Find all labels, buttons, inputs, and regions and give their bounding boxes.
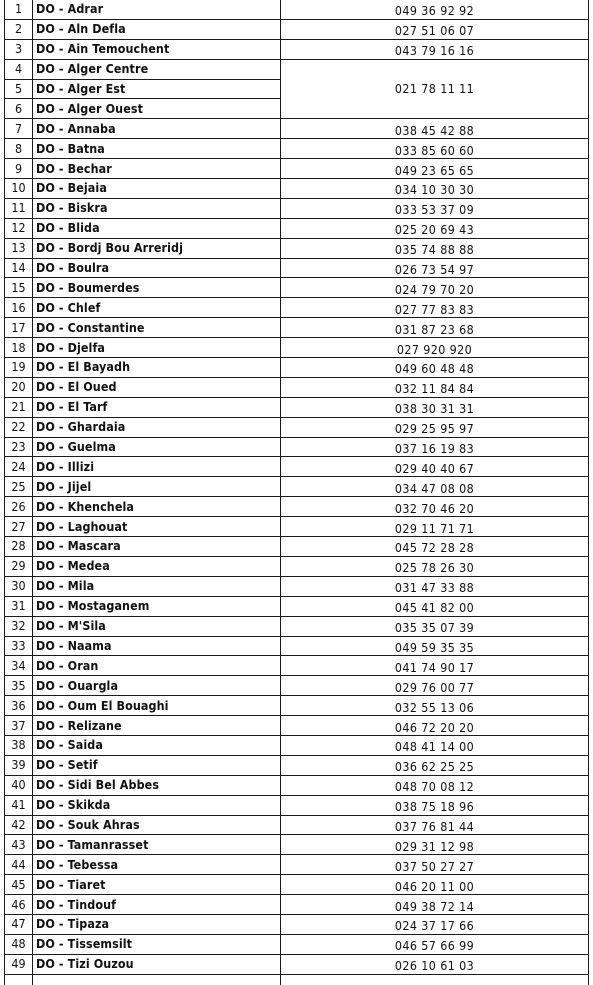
- phone-number-text: 029 76 00 77: [394, 679, 475, 695]
- phone-number: [281, 417, 589, 437]
- row-number: 35: [5, 676, 33, 696]
- table-row-cut-off: [5, 974, 589, 985]
- office-name: DO - Ain Temouchent: [33, 39, 281, 59]
- office-name: DO - Medea: [33, 556, 281, 576]
- phone-number-text: 049 59 35 35: [394, 639, 475, 655]
- row-number: 12: [5, 218, 33, 238]
- table-row: [5, 298, 589, 318]
- office-name: DO - Setif: [33, 755, 281, 775]
- phone-number-text: 048 70 08 12: [394, 779, 475, 795]
- row-number: 11: [5, 198, 33, 218]
- row-number: 10: [5, 179, 33, 199]
- row-number: 36: [5, 696, 33, 716]
- phone-number: [281, 576, 589, 596]
- office-name: DO - Illizi: [33, 457, 281, 477]
- office-name: DO - Alger Ouest: [33, 99, 281, 119]
- phone-number-text: 024 37 17 66: [394, 918, 475, 934]
- phone-number-text: 029 31 12 98: [394, 838, 475, 854]
- row-number: 15: [5, 278, 33, 298]
- phone-number-text: 038 45 42 88: [394, 122, 475, 138]
- office-name-cut-off: [33, 974, 281, 985]
- phone-number: [281, 19, 589, 39]
- office-name: DO - Aln Defla: [33, 19, 281, 39]
- office-name: DO - M'Sila: [33, 616, 281, 636]
- row-number: 40: [5, 775, 33, 795]
- phone-number-text: 026 73 54 97: [394, 262, 475, 278]
- table-row: [5, 835, 589, 855]
- phone-number: [281, 735, 589, 755]
- phone-number: [281, 616, 589, 636]
- phone-number: [281, 0, 589, 19]
- row-number: 29: [5, 556, 33, 576]
- office-name: DO - El Tarf: [33, 397, 281, 417]
- phone-number-text: 032 11 84 84: [394, 381, 475, 397]
- table-row: [5, 198, 589, 218]
- phone-number: [281, 318, 589, 338]
- phone-number-text: 035 74 88 88: [394, 242, 475, 258]
- office-name: DO - Djelfa: [33, 338, 281, 358]
- table-row: [5, 517, 589, 537]
- row-number: 37: [5, 716, 33, 736]
- office-name: DO - El Oued: [33, 377, 281, 397]
- phone-number-text: 032 70 46 20: [394, 500, 475, 516]
- row-number: 7: [5, 119, 33, 139]
- phone-number-text: 027 920 920: [396, 341, 473, 357]
- phone-number: [281, 855, 589, 875]
- table-row: [5, 576, 589, 596]
- row-number: 6: [5, 99, 33, 119]
- row-number: 26: [5, 497, 33, 517]
- table-row: [5, 417, 589, 437]
- phone-number-text: 034 47 08 08: [394, 480, 475, 496]
- phone-number-text: 049 60 48 48: [394, 361, 475, 377]
- row-number: 4: [5, 59, 33, 79]
- row-number: 23: [5, 437, 33, 457]
- table-row: [5, 676, 589, 696]
- phone-number: [281, 218, 589, 238]
- row-number: 19: [5, 358, 33, 378]
- phone-number-text: 024 79 70 20: [394, 281, 475, 297]
- row-number: 8: [5, 139, 33, 159]
- table-row: [5, 934, 589, 954]
- table-row: [5, 59, 589, 79]
- office-name: DO - Ghardaia: [33, 417, 281, 437]
- row-number: 18: [5, 338, 33, 358]
- table-row: [5, 954, 589, 974]
- office-name: DO - Bechar: [33, 159, 281, 179]
- office-name: DO - Tissemsilt: [33, 934, 281, 954]
- row-number: 17: [5, 318, 33, 338]
- phone-number-text: 027 77 83 83: [394, 301, 475, 317]
- phone-number: [281, 815, 589, 835]
- table-row: [5, 616, 589, 636]
- phone-number-text: 041 74 90 17: [394, 659, 475, 675]
- row-number: 9: [5, 159, 33, 179]
- office-name: DO - Skikda: [33, 795, 281, 815]
- phone-number-text: 035 35 07 39: [394, 620, 475, 636]
- office-name: DO - Annaba: [33, 119, 281, 139]
- row-number: 25: [5, 477, 33, 497]
- phone-number: [281, 954, 589, 974]
- table-row: [5, 338, 589, 358]
- row-number: 2: [5, 19, 33, 39]
- phone-number: [281, 517, 589, 537]
- office-name: DO - Tebessa: [33, 855, 281, 875]
- phone-number: [281, 636, 589, 656]
- phone-number: [281, 377, 589, 397]
- table-row: [5, 596, 589, 616]
- phone-number: [281, 895, 589, 915]
- phone-number: [281, 934, 589, 954]
- phone-number: [281, 775, 589, 795]
- office-name: DO - Constantine: [33, 318, 281, 338]
- office-name: DO - Blida: [33, 218, 281, 238]
- phone-number: [281, 258, 589, 278]
- phone-number-shared: [281, 59, 589, 119]
- phone-number-text: 031 87 23 68: [394, 321, 475, 337]
- row-number: 45: [5, 875, 33, 895]
- office-name: DO - Naama: [33, 636, 281, 656]
- office-name: DO - Bordj Bou Arreridj: [33, 238, 281, 258]
- phone-number: [281, 39, 589, 59]
- office-name: DO - Tizi Ouzou: [33, 954, 281, 974]
- row-number: 28: [5, 537, 33, 557]
- row-number: 21: [5, 397, 33, 417]
- office-name: DO - Alger Est: [33, 79, 281, 99]
- office-name: DO - Adrar: [33, 0, 281, 19]
- phone-number-text: 036 62 25 25: [394, 759, 475, 775]
- row-number: 24: [5, 457, 33, 477]
- office-name: DO - Ouargla: [33, 676, 281, 696]
- table-row: [5, 537, 589, 557]
- phone-number-text: 037 16 19 83: [394, 441, 475, 457]
- table-row: [5, 795, 589, 815]
- row-number: 16: [5, 298, 33, 318]
- phone-number: [281, 676, 589, 696]
- phone-number: [281, 497, 589, 517]
- phone-number-text: 037 50 27 27: [394, 858, 475, 874]
- phone-number: [281, 556, 589, 576]
- row-number: 33: [5, 636, 33, 656]
- phone-number: [281, 656, 589, 676]
- phone-number-text: 045 72 28 28: [394, 540, 475, 556]
- table-row: [5, 477, 589, 497]
- office-name: DO - Tiaret: [33, 875, 281, 895]
- office-name: DO - Saida: [33, 735, 281, 755]
- table-row: [5, 179, 589, 199]
- table-row: [5, 258, 589, 278]
- row-number: 43: [5, 835, 33, 855]
- row-number: 38: [5, 735, 33, 755]
- table-row: [5, 119, 589, 139]
- table-row: [5, 716, 589, 736]
- phone-number: [281, 914, 589, 934]
- table-row: [5, 139, 589, 159]
- row-number: 31: [5, 596, 33, 616]
- office-name: DO - Chlef: [33, 298, 281, 318]
- row-number: 44: [5, 855, 33, 875]
- phone-number-text: 045 41 82 00: [394, 600, 475, 616]
- phone-number: [281, 755, 589, 775]
- office-name: DO - Oran: [33, 656, 281, 676]
- table-row: [5, 735, 589, 755]
- phone-number: [281, 358, 589, 378]
- table-row: [5, 19, 589, 39]
- table-row: [5, 636, 589, 656]
- office-name: DO - Laghouat: [33, 517, 281, 537]
- phone-number-text: 021 78 11 11: [394, 81, 475, 96]
- office-name: DO - Mostaganem: [33, 596, 281, 616]
- phone-number: [281, 875, 589, 895]
- office-name: DO - Batna: [33, 139, 281, 159]
- row-number: 34: [5, 656, 33, 676]
- office-name: DO - El Bayadh: [33, 358, 281, 378]
- office-name: DO - Boulra: [33, 258, 281, 278]
- phone-number-text: 032 55 13 06: [394, 699, 475, 715]
- phone-number-text: 038 30 31 31: [394, 401, 475, 417]
- office-name: DO - Souk Ahras: [33, 815, 281, 835]
- row-number: 30: [5, 576, 33, 596]
- row-number: 39: [5, 755, 33, 775]
- phone-number-text: 033 85 60 60: [394, 142, 475, 158]
- phone-number-text: 029 25 95 97: [394, 421, 475, 437]
- phone-number-text: 029 11 71 71: [394, 520, 475, 536]
- office-name: DO - Tamanrasset: [33, 835, 281, 855]
- phone-number: [281, 457, 589, 477]
- table-row: [5, 755, 589, 775]
- phone-number-text: 049 36 92 92: [394, 3, 475, 19]
- row-number: 41: [5, 795, 33, 815]
- table-row: [5, 238, 589, 258]
- phone-number-text: 046 20 11 00: [394, 878, 475, 894]
- table-row: [5, 497, 589, 517]
- row-number: 49: [5, 954, 33, 974]
- row-number: 14: [5, 258, 33, 278]
- phone-number-text: 048 41 14 00: [394, 739, 475, 755]
- row-number: 46: [5, 895, 33, 915]
- phone-number: [281, 795, 589, 815]
- table-row: [5, 377, 589, 397]
- office-name: DO - Tindouf: [33, 895, 281, 915]
- phone-number: [281, 119, 589, 139]
- phone-number-text: 046 57 66 99: [394, 938, 475, 954]
- office-name: DO - Biskra: [33, 198, 281, 218]
- phone-number-text: 033 53 37 09: [394, 202, 475, 218]
- table-row: [5, 855, 589, 875]
- table-row: [5, 457, 589, 477]
- table-row: [5, 775, 589, 795]
- phone-directory-table: [4, 0, 589, 985]
- table-row: [5, 159, 589, 179]
- phone-number-text: 031 47 33 88: [394, 580, 475, 596]
- row-number-cut-off: [5, 974, 33, 985]
- phone-number-text: 049 38 72 14: [394, 898, 475, 914]
- phone-number-text: 025 78 26 30: [394, 560, 475, 576]
- phone-number: [281, 238, 589, 258]
- office-name: DO - Sidi Bel Abbes: [33, 775, 281, 795]
- phone-number: [281, 397, 589, 417]
- phone-number: [281, 596, 589, 616]
- table-row: [5, 278, 589, 298]
- table-row: [5, 914, 589, 934]
- row-number: 47: [5, 914, 33, 934]
- office-name: DO - Tipaza: [33, 914, 281, 934]
- phone-number-text: 029 40 40 67: [394, 460, 475, 476]
- table-row: [5, 696, 589, 716]
- row-number: 1: [5, 0, 33, 19]
- phone-number: [281, 198, 589, 218]
- office-name: DO - Bejaia: [33, 179, 281, 199]
- table-row: [5, 218, 589, 238]
- table-row: [5, 318, 589, 338]
- table-row: [5, 0, 589, 19]
- phone-number: [281, 835, 589, 855]
- phone-number: [281, 716, 589, 736]
- office-name: DO - Khenchela: [33, 497, 281, 517]
- phone-number-text: 043 79 16 16: [394, 43, 475, 59]
- row-number: 42: [5, 815, 33, 835]
- phone-number: [281, 437, 589, 457]
- phone-number-text: 037 76 81 44: [394, 818, 475, 834]
- office-name: DO - Mascara: [33, 537, 281, 557]
- phone-number: [281, 159, 589, 179]
- row-number: 3: [5, 39, 33, 59]
- phone-number: [281, 139, 589, 159]
- phone-number: [281, 338, 589, 358]
- phone-number-text: 038 75 18 96: [394, 799, 475, 815]
- table-row: [5, 358, 589, 378]
- phone-number-text: 034 10 30 30: [394, 182, 475, 198]
- table-row: [5, 656, 589, 676]
- row-number: 13: [5, 238, 33, 258]
- row-number: 22: [5, 417, 33, 437]
- phone-number: [281, 278, 589, 298]
- office-name: DO - Relizane: [33, 716, 281, 736]
- office-name: DO - Jijel: [33, 477, 281, 497]
- office-name: DO - Boumerdes: [33, 278, 281, 298]
- table-row: [5, 815, 589, 835]
- phone-number-text: 027 51 06 07: [394, 23, 475, 39]
- phone-number-text: 025 20 69 43: [394, 222, 475, 238]
- row-number: 32: [5, 616, 33, 636]
- table-row: [5, 39, 589, 59]
- table-row: [5, 875, 589, 895]
- phone-number-text: 049 23 65 65: [394, 162, 475, 178]
- office-name: DO - Mila: [33, 576, 281, 596]
- phone-number: [281, 537, 589, 557]
- table-row: [5, 437, 589, 457]
- row-number: 5: [5, 79, 33, 99]
- office-name: DO - Guelma: [33, 437, 281, 457]
- table-row: [5, 895, 589, 915]
- phone-number: [281, 696, 589, 716]
- phone-directory-sheet: [4, 0, 588, 974]
- phone-number: [281, 179, 589, 199]
- table-body: [5, 0, 589, 985]
- table-row: [5, 397, 589, 417]
- office-name: DO - Oum El Bouaghi: [33, 696, 281, 716]
- office-name: DO - Alger Centre: [33, 59, 281, 79]
- row-number: 27: [5, 517, 33, 537]
- phone-number: [281, 298, 589, 318]
- phone-number-cut-off: [281, 974, 589, 985]
- row-number: 20: [5, 377, 33, 397]
- phone-number-text: 046 72 20 20: [394, 719, 475, 735]
- phone-number-text: 026 10 61 03: [394, 958, 475, 974]
- row-number: 48: [5, 934, 33, 954]
- phone-number: [281, 477, 589, 497]
- table-row: [5, 556, 589, 576]
